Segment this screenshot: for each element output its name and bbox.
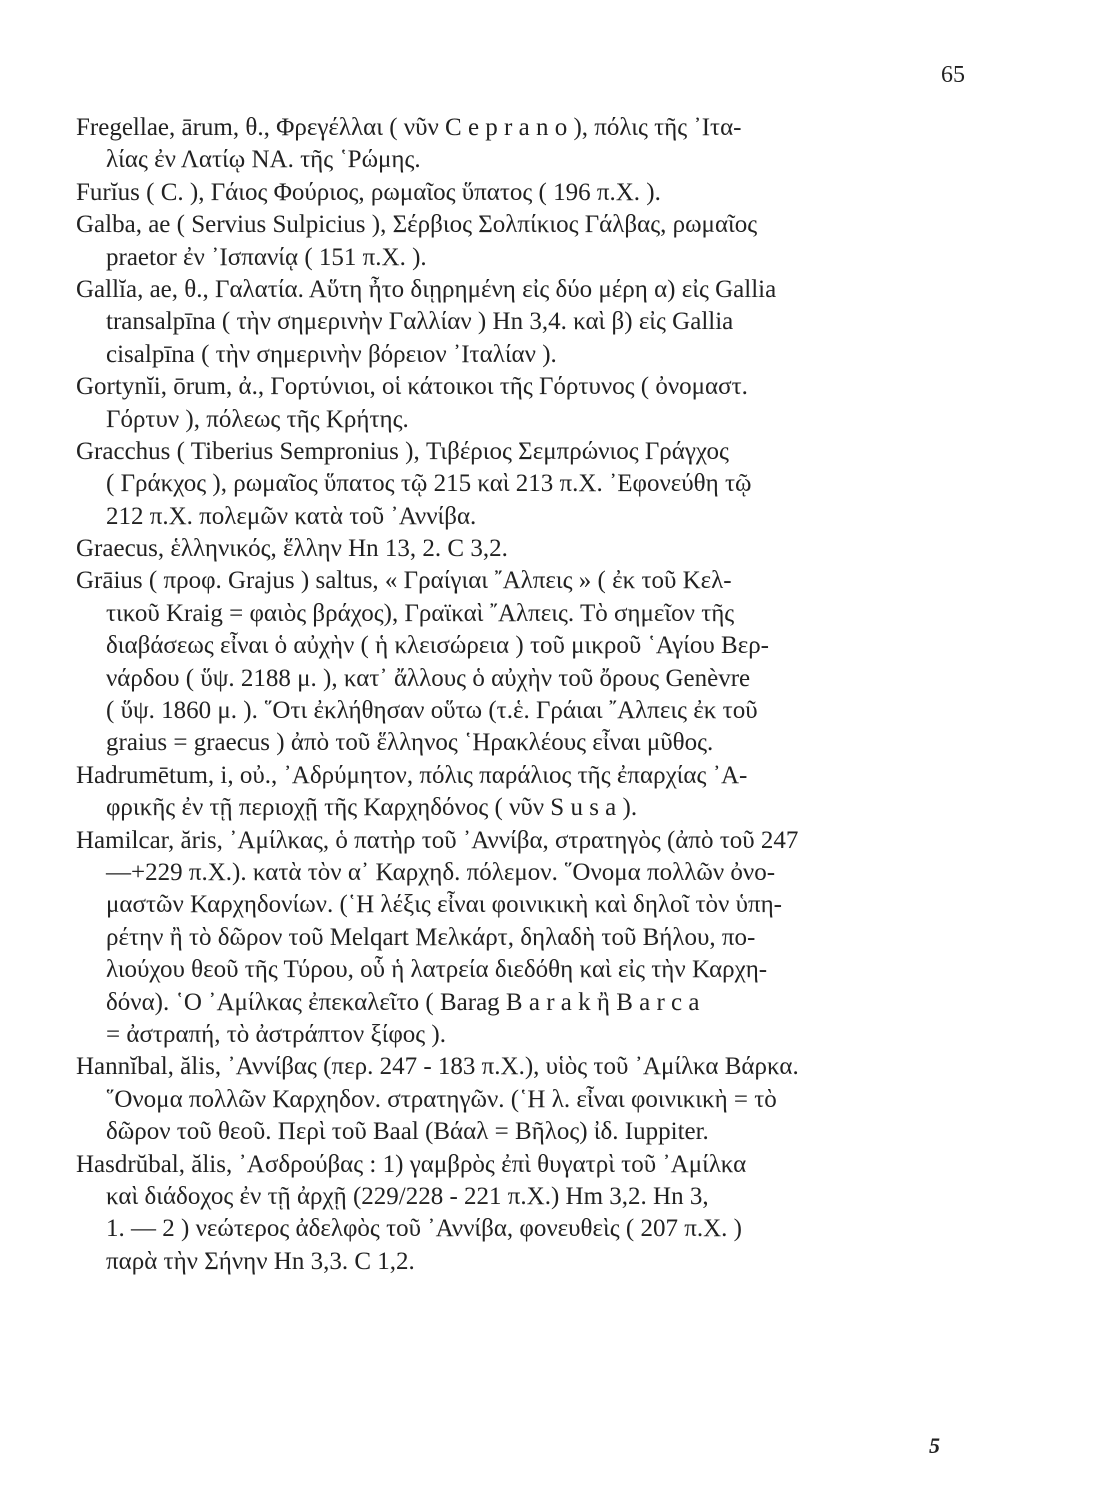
entry-line: Fregellae, ārum, θ., Φρεγέλλαι ( νῦν C e p r a n o ), πόλις τῆς ᾽Ιτα- bbox=[76, 114, 742, 141]
entry-line: Galba, ae ( Servius Sulpicius ), Σέρβιος Σολπίκιος Γάλβας, ρωμαῖος bbox=[76, 211, 758, 239]
entry-line: Hannĭbal, ălis, ᾽Αννίβας (περ. 247 - 183 π.Χ.), υἱὸς τοῦ ᾽Αμίλκα Βάρκα. bbox=[76, 1053, 799, 1081]
entry-line: ῞Ονομα πολλῶν Καρχηδον. στρατηγῶν. (῾Η λ. εἶναι φοινικικὴ = τὸ bbox=[106, 1085, 777, 1113]
entry-line: Hamilcar, ăris, ᾽Αμίλκας, ὁ πατὴρ τοῦ ᾽Αννίβα, στρατηγὸς (ἀπὸ τοῦ 247 bbox=[76, 826, 799, 854]
entry-line: Graecus, ἑλληνικός, ἕλλην Hn 13, 2. C 3,2. bbox=[76, 535, 508, 563]
entry-line: praetor ἐν ᾽Ισπανίᾳ ( 151 π.Χ. ). bbox=[106, 243, 427, 271]
entry-line: graius = graecus ) ἀπὸ τοῦ ἕλληνος ῾Ηρακλέους εἶναι μῦθος. bbox=[106, 729, 714, 757]
entry-line: δῶρον τοῦ θεοῦ. Περὶ τοῦ Baal (Βάαλ = Βῆλος) ἰδ. Iuppiter. bbox=[106, 1118, 709, 1146]
entry-line: 212 π.Χ. πολεμῶν κατὰ τοῦ ᾽Αννίβα. bbox=[106, 502, 477, 530]
entry-line: Gracchus ( Tiberius Sempronius ), Τιβέριος Σεμπρώνιος Γράγχος bbox=[76, 437, 729, 465]
entry-line: = ἀστραπή, τὸ ἀστράπτον ξίφος ). bbox=[106, 1020, 446, 1048]
entry-line: παρὰ τὴν Σήνην Hn 3,3. C 1,2. bbox=[106, 1247, 415, 1275]
entry-line: ( Γράκχος ), ρωμαῖος ὕπατος τῷ 215 καὶ 213 π.Χ. ᾽Εφονεύθη τῷ bbox=[106, 470, 752, 498]
entry-line: Gallĭa, ae, θ., Γαλατία. Αὕτη ἦτο διῃρημένη εἰς δύο μέρη α) εἰς Gallia bbox=[76, 275, 777, 303]
entry-line: ( ὕψ. 1860 μ. ). ῞Οτι ἐκλήθησαν οὕτω (τ.ἑ. Γράιαι ῎Αλπεις ἐκ τοῦ bbox=[106, 697, 758, 725]
entry-line: φρικῆς ἐν τῇ περιοχῇ τῆς Καρχηδόνος ( νῦν S u s a ). bbox=[106, 794, 638, 822]
entry-line: transalpīna ( τὴν σημερινὴν Γαλλίαν ) Hn 3,4. καὶ β) εἰς Gallia bbox=[106, 308, 734, 336]
entry-line: Hasdrŭbal, ălis, ᾽Ασδρούβας : 1) γαμβρὸς ἐπὶ θυγατρὶ τοῦ ᾽Αμίλκα bbox=[76, 1150, 747, 1178]
signature-mark: 5 bbox=[929, 1433, 940, 1458]
entry-line: νάρδου ( ὕψ. 2188 μ. ), κατ᾽ ἄλλους ὁ αὐχὴν τοῦ ὄρους Genèvre bbox=[106, 664, 751, 692]
entry-line: Hadrumētum, i, οὐ., ᾽Αδρύμητον, πόλις παράλιος τῆς ἐπαρχίας ᾽Α- bbox=[76, 761, 748, 789]
entry-line: Grāius ( προφ. Grajus ) saltus, « Γραίγιαι ῎Αλπεις » ( ἐκ τοῦ Κελ- bbox=[76, 567, 732, 595]
entry-line: καὶ διάδοχος ἐν τῇ ἀρχῇ (229/228 - 221 π.Χ.) Hm 3,2. Hn 3, bbox=[106, 1182, 709, 1210]
page-number: 65 bbox=[941, 62, 965, 88]
entry-line: μαστῶν Καρχηδονίων. (῾Η λέξις εἶναι φοινικικὴ καὶ δηλοῖ τὸν ὑπη- bbox=[106, 891, 783, 919]
entry-line: λίας ἐν Λατίῳ ΝΑ. τῆς ῾Ρώμης. bbox=[106, 146, 421, 174]
entry-line: —+229 π.Χ.). κατὰ τὸν α᾽ Καρχηδ. πόλεμον. ῞Ονομα πολλῶν ὀνο- bbox=[106, 858, 776, 886]
entry-line: ρέτην ἢ τὸ δῶρον τοῦ Melqart Μελκάρτ, δηλαδὴ τοῦ Βήλου, πο- bbox=[106, 923, 756, 951]
entry-line: Gortynĭi, ōrum, ἀ., Γορτύνιοι, οἱ κάτοικοι τῆς Γόρτυνος ( ὀνομαστ. bbox=[76, 373, 748, 401]
entry-line: λιούχου θεοῦ τῆς Τύρου, οὗ ἡ λατρεία διεδόθη καὶ εἰς τὴν Καρχη- bbox=[106, 956, 768, 984]
entry-line: cisalpīna ( τὴν σημερινὴν βόρειον ᾽Ιταλίαν ). bbox=[106, 340, 557, 368]
entry-line: διαβάσεως εἶναι ὁ αὐχὴν ( ἡ κλεισώρεια ) τοῦ μικροῦ ῾Αγίου Βερ- bbox=[106, 632, 769, 660]
entry-line: τικοῦ Kraig = φαιὸς βράχος), Γραϊκαὶ ῎Αλπεις. Τὸ σημεῖον τῆς bbox=[106, 599, 735, 627]
entry-line: 1. — 2 ) νεώτερος ἀδελφὸς τοῦ ᾽Αννίβα, φονευθεὶς ( 207 π.Χ. ) bbox=[106, 1215, 742, 1243]
entry-line: Γόρτυν ), πόλεως τῆς Κρήτης. bbox=[106, 405, 409, 433]
entry-line: Furĭus ( C. ), Γάιος Φούριος, ρωμαῖος ὕπατος ( 196 π.Χ. ). bbox=[76, 178, 661, 206]
entry-line: δόνα). ῾Ο ᾽Αμίλκας ἐπεκαλεῖτο ( Barag B a r a k ἢ B a r c a bbox=[106, 988, 700, 1016]
dictionary-entries bbox=[76, 112, 946, 1278]
